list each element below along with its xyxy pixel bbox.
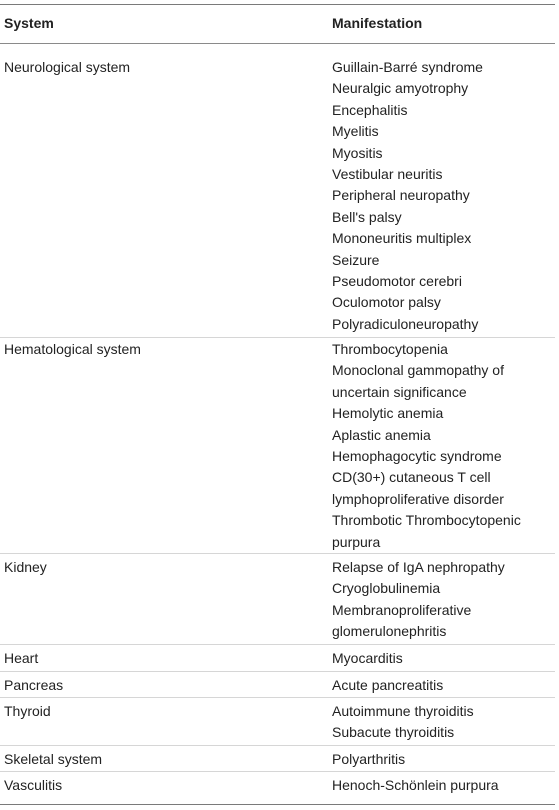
manifestation-line: Myelitis [332, 123, 379, 140]
system-cell: Skeletal system [4, 751, 103, 767]
manifestation-line: CD(30+) cutaneous T cell [332, 469, 491, 486]
system-cell: Pancreas [4, 677, 64, 693]
system-cell: Thyroid [4, 703, 51, 719]
manifestation-cell [332, 339, 557, 553]
manifestation-cell [332, 648, 557, 669]
manifestation-cell [332, 749, 557, 770]
row-divider [0, 644, 555, 645]
row-divider [0, 745, 555, 746]
manifestation-line: purpura [332, 533, 381, 550]
manifestation-line: Myocarditis [332, 650, 403, 666]
manifestation-line: Vestibular neuritis [332, 166, 443, 183]
system-cell: Vasculitis [4, 777, 63, 793]
manifestation-line: glomerulonephritis [332, 623, 447, 640]
manifestation-line: Pseudomotor cerebri [332, 273, 462, 290]
manifestation-line: Membranoproliferative [332, 601, 472, 618]
manifestation-line: Polyarthritis [332, 751, 406, 767]
row-divider [0, 771, 555, 772]
manifestation-line: Subacute thyroiditis [332, 724, 455, 741]
manifestation-cell [332, 557, 557, 643]
manifestation-line: Peripheral neuropathy [332, 187, 470, 204]
manifestation-line: Seizure [332, 251, 380, 268]
manifestation-line: Aplastic anemia [332, 426, 431, 443]
table-top-rule [0, 4, 555, 5]
manifestation-line: Hemolytic anemia [332, 405, 444, 422]
table-bottom-rule [0, 804, 555, 805]
manifestation-line: Neuralgic amyotrophy [332, 80, 469, 97]
manifestation-line: Myositis [332, 144, 383, 161]
manifestation-line: Monoclonal gammopathy of [332, 362, 504, 379]
manifestation-cell [332, 675, 557, 696]
system-cell: Heart [4, 650, 39, 666]
manifestation-line: Thrombocytopenia [332, 341, 448, 357]
manifestation-line: Encephalitis [332, 101, 408, 118]
table-header-rule [0, 43, 555, 44]
manifestation-cell [332, 775, 557, 796]
row-divider [0, 337, 555, 338]
header-manifestation: Manifestation [332, 15, 423, 31]
manifestation-line: Acute pancreatitis [332, 677, 444, 693]
manifestation-line: Hemophagocytic syndrome [332, 448, 502, 465]
manifestation-line: uncertain significance [332, 383, 467, 400]
row-divider [0, 671, 555, 672]
system-cell: Neurological system [4, 59, 131, 75]
manifestation-line: Henoch-Schönlein purpura [332, 777, 499, 793]
row-divider [0, 697, 555, 698]
manifestation-line: lymphoproliferative disorder [332, 490, 504, 507]
manifestation-line: Mononeuritis multiplex [332, 230, 472, 247]
header-system: System [4, 15, 54, 31]
manifestation-line: Autoimmune thyroiditis [332, 703, 474, 719]
manifestation-cell [332, 57, 557, 335]
system-cell: Hematological system [4, 341, 141, 357]
manifestation-line: Bell's palsy [332, 208, 402, 225]
manifestation-line: Oculomotor palsy [332, 294, 441, 311]
manifestation-line: Cryoglobulinemia [332, 580, 441, 597]
manifestation-line: Thrombotic Thrombocytopenic [332, 512, 521, 529]
row-divider [0, 553, 555, 554]
manifestation-line: Polyradiculoneuropathy [332, 315, 479, 332]
manifestation-line: Relapse of IgA nephropathy [332, 559, 505, 575]
manifestation-line: Guillain-Barré syndrome [332, 59, 483, 75]
system-cell: Kidney [4, 559, 47, 575]
manifestation-cell [332, 701, 557, 744]
